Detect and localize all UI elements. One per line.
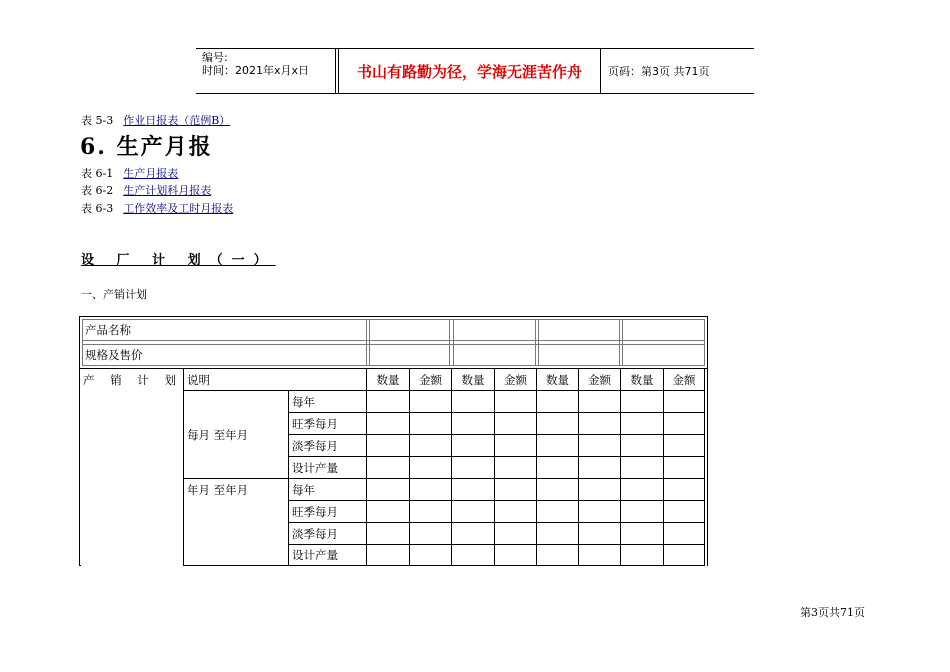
production-sales-table [79, 316, 708, 566]
toc-number: 表 5-3 [81, 114, 114, 127]
plan-title: 设 厂 计 划（一） [81, 253, 276, 268]
toc-number: 表 6-1 [81, 167, 114, 180]
toc-link[interactable]: 生产计划科月报表 [123, 184, 212, 197]
toc-item [81, 165, 178, 181]
group-item: 旺季每月 [292, 504, 338, 519]
col-header-amount: 金额 [504, 372, 527, 387]
toc-item [81, 112, 230, 128]
row-label-spec-price: 规格及售价 [85, 348, 143, 362]
page-footer: 第3页共71页 [800, 606, 865, 619]
row-label-product-name: 产品名称 [85, 323, 131, 337]
group-label: 年月 至年月 [187, 482, 249, 497]
col-header-amount: 金额 [419, 372, 442, 387]
production-sales-label: 产 销 计 划 [83, 372, 182, 387]
header-info [196, 49, 336, 93]
toc-item [81, 200, 233, 216]
col-header-amount: 金额 [672, 372, 696, 387]
document-header [196, 48, 754, 94]
col-header-qty: 数量 [546, 372, 569, 387]
number-label: 编号: [202, 51, 228, 64]
group-item: 每年 [292, 482, 315, 497]
group-item: 淡季每月 [292, 438, 338, 453]
page-code: 页码：第3页 共71页 [608, 65, 710, 78]
toc-link[interactable]: 作业日报表（范例B） [123, 114, 231, 127]
toc-link[interactable]: 生产月报表 [123, 167, 179, 180]
section-title: 6. 生产月报 [80, 134, 213, 160]
time-label: 时间：2021年x月x日 [202, 64, 310, 77]
col-header-amount: 金额 [588, 372, 611, 387]
motto: 书山有路勤为径，学海无涯苦作舟 [338, 49, 601, 93]
toc-item [81, 182, 211, 198]
group-item: 设计产量 [292, 548, 338, 562]
group-item: 淡季每月 [292, 526, 338, 541]
toc-link[interactable]: 工作效率及工时月报表 [123, 202, 234, 215]
toc-number: 表 6-3 [81, 202, 114, 215]
group-item: 旺季每月 [292, 416, 338, 431]
col-header-qty: 数量 [630, 372, 654, 387]
col-header-qty: 数量 [461, 372, 485, 387]
col-header-qty: 数量 [376, 372, 400, 387]
toc-number: 表 6-2 [81, 184, 114, 197]
group-label: 每月 至年月 [187, 427, 249, 442]
group-item: 设计产量 [292, 460, 338, 475]
description-header: 说明 [187, 372, 210, 387]
group-item: 每年 [292, 394, 315, 409]
subheading: 一、产销计划 [81, 288, 147, 301]
